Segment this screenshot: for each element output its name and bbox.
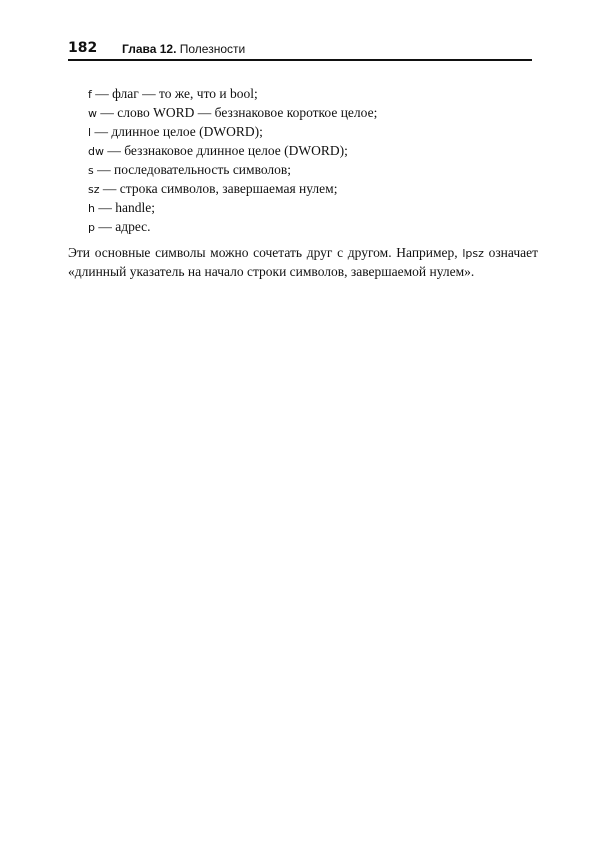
prefix-code: h bbox=[88, 202, 95, 215]
list-item bbox=[88, 181, 377, 200]
prefix-code: f bbox=[88, 88, 92, 101]
chapter-heading bbox=[122, 42, 245, 56]
page-number: 182 bbox=[68, 40, 98, 56]
list-item bbox=[88, 200, 377, 219]
list-item bbox=[88, 86, 377, 105]
chapter-title: Полезности bbox=[179, 42, 246, 56]
list-item bbox=[88, 219, 377, 238]
prefix-description: — строка символов, завершаемая нулем; bbox=[99, 181, 338, 196]
list-item bbox=[88, 124, 377, 143]
prefix-code: p bbox=[88, 221, 95, 234]
prefix-description: — беззнаковое длинное целое (DWORD); bbox=[103, 143, 348, 158]
prefix-code: s bbox=[88, 164, 94, 177]
prefix-description: — последовательность символов; bbox=[93, 162, 292, 177]
prefix-description: — флаг — то же, что и bool; bbox=[91, 86, 258, 101]
prefix-code: l bbox=[88, 126, 92, 139]
list-item bbox=[88, 105, 377, 124]
body-paragraph bbox=[68, 243, 538, 281]
prefix-code: w bbox=[88, 107, 97, 120]
prefix-description: — handle; bbox=[94, 200, 155, 215]
prefix-description: — адрес. bbox=[94, 219, 151, 234]
inline-code: lpsz bbox=[462, 246, 484, 260]
prefix-code: sz bbox=[88, 183, 100, 196]
running-header bbox=[68, 40, 532, 61]
prefix-description: — слово WORD — беззнаковое короткое целое; bbox=[97, 105, 378, 120]
paragraph-text: означает «длинный указатель на начало строки символов, завершаемой нулем». bbox=[68, 244, 539, 279]
list-item bbox=[88, 162, 377, 181]
prefix-list bbox=[88, 86, 377, 238]
paragraph-text: Эти основные символы можно сочетать друг с другом. Например, bbox=[68, 244, 463, 260]
prefix-code: dw bbox=[88, 145, 104, 158]
prefix-description: — длинное целое (DWORD); bbox=[91, 124, 263, 139]
list-item bbox=[88, 143, 377, 162]
chapter-label: Глава 12. bbox=[122, 42, 177, 56]
